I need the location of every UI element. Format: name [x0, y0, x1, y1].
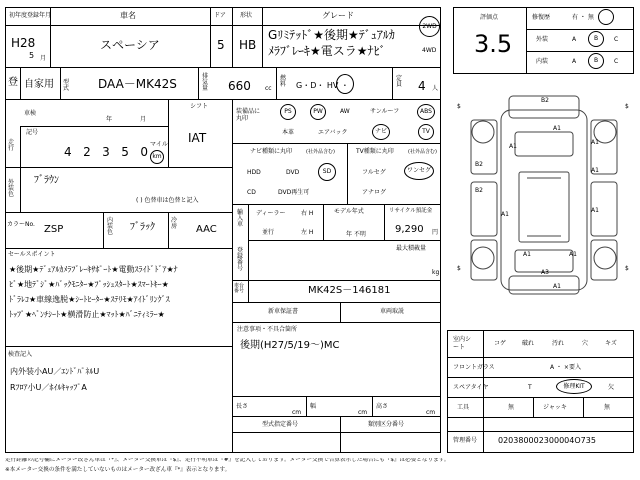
damage-mark: A1 [569, 251, 577, 258]
model-year: H28 [11, 36, 36, 50]
seat-tear: 破れ [522, 340, 535, 347]
sales-point-line: ★後期★ﾃﾞｭｱﾙｶﾒﾗﾌﾞﾚｰｷｻﾎﾟｰﾄ★電動ｽﾗｲﾄﾞﾄﾞｱ★ﾅ [9, 265, 178, 274]
equip-tv: TV [418, 124, 434, 140]
interior-grade-c: C [614, 58, 619, 65]
shape-label: 形状 [240, 12, 253, 19]
door-label: ドア [214, 12, 226, 19]
exterior-color: ﾌﾞﾗｳﾝ [34, 175, 59, 186]
length-unit: cm [292, 409, 302, 416]
car-diagram [453, 80, 634, 320]
equip-leather: 本革 [282, 129, 295, 136]
navi-cd: CD [247, 189, 256, 196]
exterior-grade-a: A [572, 36, 577, 43]
notes-label: 注意事項・不具合箇所 [237, 326, 298, 333]
shift: IAT [188, 131, 207, 145]
length-label: 長さ [236, 403, 249, 410]
fuel-label: 燃料 [280, 75, 287, 88]
shift-label: シフト [190, 103, 209, 110]
navi-note: (社外品含む) [306, 149, 335, 155]
displacement-label: 排気量 [202, 73, 209, 92]
height-label: 高さ [376, 403, 389, 410]
equipment-label: 装備品に丸印 [236, 108, 261, 123]
recycle-label: リサイクル預託金 [389, 208, 433, 214]
interior-color: ﾌﾞﾗｯｸ [130, 222, 155, 233]
equip-ps: PS [280, 104, 296, 120]
equip-pw: PW [310, 104, 326, 120]
color-change-note: ( ) 色替車は色替と記入 [136, 197, 199, 204]
spare-t: T [528, 384, 532, 391]
tools-value: 無 [508, 404, 515, 411]
spare-kit: 修理KIT [556, 379, 592, 394]
equip-abs: ABS [417, 104, 435, 120]
footer-line2: ※本メーター交換の条件を満たしていないものはメーター改ざん車『*』表示となります。 [5, 467, 231, 473]
glass-options: A ・ ×要入 [550, 364, 581, 371]
damage-mark: A1 [509, 143, 517, 150]
ac-label: 冷房 [171, 217, 178, 230]
exterior-color-label: 外装色 [8, 179, 15, 198]
inspection-year-label: 年 [106, 116, 113, 123]
model-month: 5 [29, 51, 35, 60]
sales-points-label: セールスポイント [8, 251, 56, 258]
navi-sd: SD [318, 163, 336, 181]
interior-grade-a: A [572, 58, 577, 65]
damage-mark: A1 [553, 283, 561, 290]
grade-line1: Gﾘﾐﾃｯﾄﾞ★後期★ﾃﾞｭｱﾙｶ [268, 28, 395, 42]
navi-label: ナビ種類に丸印 [250, 148, 293, 155]
damage-mark: A1 [553, 125, 561, 132]
capacity-unit: 人 [432, 85, 439, 92]
repair-circle [598, 9, 614, 25]
interior-seat-label: 室内シート [453, 336, 472, 351]
interior-grade-label: 内装 [536, 58, 549, 65]
doors: 5 [217, 38, 225, 52]
inspection-label: 車検 [24, 110, 37, 117]
mileage-label: 走行 [8, 139, 15, 152]
class-label: 類別区分番号 [368, 421, 405, 428]
damage-mark: A1 [523, 251, 531, 258]
mileage-digit: 2 [83, 145, 91, 159]
model-month-unit: 月 [40, 55, 47, 62]
corner-sym: $ [625, 103, 629, 110]
inspection-month-label: 月 [140, 116, 147, 123]
damage-mark: B2 [475, 187, 483, 194]
sales-point-line: ﾄｯﾌﾟ★ﾍﾞﾝﾁｼｰﾄ★横滑防止★ﾏｯﾄ★ﾊﾞﾆﾃｨﾐﾗｰ★ [9, 310, 165, 319]
drive-2wd: 2WD [419, 16, 440, 37]
damage-mark: B2 [541, 97, 549, 104]
import-parallel: 並行 [262, 229, 275, 236]
inspector-note-line: 内外装小AU／ｴﾝﾄﾞﾊﾟﾈﾙU [10, 367, 100, 376]
capacity-label: 定員 [396, 75, 403, 88]
seat-hole: 穴 [582, 340, 589, 347]
damage-mark: A3 [541, 269, 549, 276]
management-number: 020380002300004O735 [498, 436, 596, 445]
corner-sym: $ [457, 103, 461, 110]
mileage-digits [64, 146, 148, 158]
model-year-label: モデル年式 [334, 208, 364, 215]
fuel: G・D・ HV ・ [296, 81, 349, 90]
damage-mark: A1 [591, 167, 599, 174]
damage-mark: B2 [475, 161, 483, 168]
tv-label: TV種類に丸印 [356, 148, 394, 155]
equip-sunroof: サンルーフ [370, 108, 400, 115]
displacement-unit: cc [265, 85, 272, 92]
damage-mark: A1 [501, 211, 509, 218]
registration-label: 登録番号 [237, 247, 244, 272]
displacement: 660 [228, 79, 251, 93]
equip-navi: ナビ [372, 124, 390, 140]
chassis-label: 車台番号 [234, 283, 245, 294]
model-code: DAA－MK42S [98, 77, 177, 91]
navi-dvd: DVD [286, 169, 300, 176]
glass-label: フロントガラス [453, 364, 495, 371]
inspector-notes [10, 366, 228, 398]
spare-missing: 欠 [608, 384, 615, 391]
fuel-hv-circle [336, 74, 354, 94]
type-designation-label: 型式指定番号 [262, 421, 299, 428]
usage: 自家用 [24, 79, 54, 90]
color-code-label: カラーNo. [7, 221, 35, 228]
tv-analog: アナログ [362, 189, 387, 196]
navi-dvd-play: DVD再生可 [278, 189, 310, 196]
corner-sym: $ [457, 265, 461, 272]
chassis-number: MK42S－146181 [308, 285, 391, 296]
damage-mark: A1 [591, 139, 599, 146]
recycle-unit: 円 [432, 229, 439, 236]
damage-mark: A1 [591, 207, 599, 214]
km-unit: km [150, 150, 164, 164]
interior-color-label: 内装色 [107, 217, 114, 236]
shape: HB [239, 38, 257, 52]
tv-note: (社外品含む) [408, 149, 437, 155]
import-dealer: ディーラー [256, 210, 286, 217]
car-outline-icon [453, 80, 634, 320]
exterior-grade-label: 外装 [536, 36, 549, 43]
mileage-digit: 4 [64, 145, 72, 159]
drive-4wd: 4WD [422, 47, 437, 54]
capacity: 4 [418, 79, 426, 93]
seat-stain: 汚れ [552, 340, 565, 347]
recycle-fee: 9,290 [395, 224, 424, 235]
car-name-label: 車名 [120, 11, 136, 20]
tv-oneseg: ワンセグ [404, 162, 434, 180]
jack-value: 無 [604, 404, 611, 411]
import-right: 右 H [301, 210, 314, 217]
vehicle-manual: 車両取説 [380, 308, 405, 315]
max-load-unit: kg [432, 269, 440, 276]
ac: AAC [196, 224, 217, 235]
mile-label: マイル [150, 141, 168, 148]
repair-options: 有 ・ 無 [572, 14, 594, 21]
inspector-notes-label: 検査記入 [8, 351, 33, 358]
usage-mark: 登 [8, 77, 18, 88]
tools-label: 工具 [457, 404, 470, 411]
sales-point-line: ﾄﾞﾗﾚｺ★車線逸脱★ｼｰﾄﾋｰﾀｰ★ｽﾃﾘﾓ★ｱｲﾄﾞﾘﾝｸﾞｽ [9, 295, 170, 304]
sales-points [9, 264, 229, 324]
width-unit: cm [358, 409, 368, 416]
max-load-label: 最大積載量 [396, 245, 427, 252]
footer-line1: 走行距離の記号欄にメーター改ざん車は『*』、メーター交換車は『$』、走行不明車は『#』を記入しております。メーター交換で合算表示した場合にも『$』は必要となります。 [5, 458, 450, 463]
mileage-digit: 0 [140, 145, 148, 159]
equip-aw: AW [340, 108, 350, 115]
jack-label: ジャッキ [543, 404, 567, 411]
seat-scratch: キズ [605, 340, 617, 347]
color-code: ZSP [44, 224, 64, 235]
new-car-warranty: 新車保証書 [268, 308, 299, 315]
tv-fullseg: フルセグ [362, 169, 386, 176]
mileage-digit: 3 [102, 145, 110, 159]
mileage-digit: 5 [121, 145, 129, 159]
reg-year-label: 初年度登録年月 [9, 12, 52, 19]
width-label: 幅 [310, 403, 317, 410]
exterior-grade-b: B [588, 31, 604, 47]
repair-label: 修復歴 [532, 14, 551, 21]
spare-label: スペアタイヤ [453, 384, 489, 391]
seat-burn: コゲ [494, 340, 507, 347]
import-left: 左 H [301, 229, 314, 236]
navi-hdd: HDD [247, 169, 261, 176]
score: 3.5 [474, 30, 513, 58]
interior-grade-b: B [588, 53, 604, 69]
equip-airbag: エアバック [318, 129, 348, 136]
model-year-value: 年 不明 [346, 231, 366, 238]
score-label: 評価点 [480, 14, 499, 21]
height-unit: cm [426, 409, 436, 416]
grade-label: グレード [322, 11, 354, 20]
management-label: 管理番号 [453, 437, 478, 444]
corner-sym: $ [625, 265, 629, 272]
exterior-grade-c: C [614, 36, 619, 43]
sales-point-line: ﾋﾞ★地ﾃﾞｼﾞ★ﾊﾞｯｸﾓﾆﾀｰ★ﾌﾟｯｼｭｽﾀｰﾄ★ｽﾏｰﾄｷｰ★ [9, 280, 169, 289]
inspector-note-line: Rﾌﾛｱ小U／ﾎｲﾙｷｬｯﾌﾟA [10, 383, 87, 392]
meter-note-label: 記号 [26, 129, 39, 136]
import-label: 輸入車 [237, 209, 244, 228]
grade-line2: ﾒﾗﾌﾞﾚｰｷ★電スラ★ﾅﾋﾞ [268, 44, 386, 58]
model-label: 型式 [63, 79, 70, 92]
right-table [447, 330, 634, 453]
car-name: スペーシア [100, 38, 160, 52]
notes-value: 後期(H27/5/19～)MC [240, 340, 340, 351]
